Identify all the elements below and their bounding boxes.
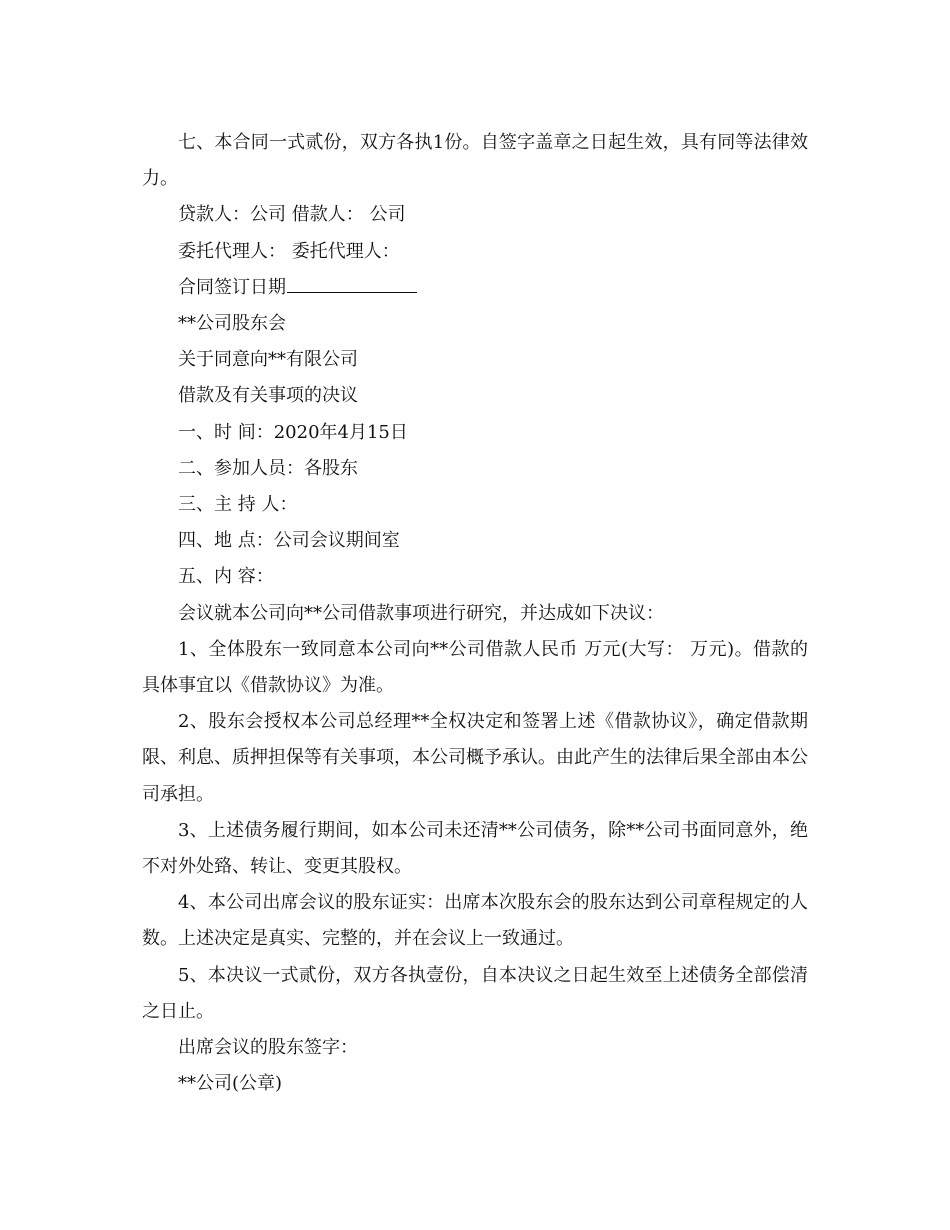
- meeting-host: 三、主 持 人：: [178, 494, 298, 516]
- resolution-issuer: **公司股东会: [178, 313, 286, 335]
- resolution-item-1: 1、全体股东一致同意本公司向**公司借款人民币 万元(大写： 万元)。借款的具体事宜以《借款协议》为准。: [142, 638, 808, 697]
- meeting-location: 四、地 点：公司会议期间室: [178, 530, 400, 552]
- signing-date-label: 合同签订日期: [178, 276, 286, 298]
- agent-line: 委托代理人： 委托代理人：: [178, 240, 400, 262]
- document-body: [142, 125, 808, 1102]
- meeting-attendees: 二、参加人员：各股东: [178, 457, 358, 479]
- signing-date-blank: [287, 272, 417, 293]
- signing-date-line: [142, 270, 808, 306]
- contract-effect-clause: 七、本合同一式贰份，双方各执1份。自签字盖章之日起生效，具有同等法律效力。: [142, 132, 808, 190]
- company-seal-line: **公司(公章): [178, 1073, 283, 1095]
- meeting-content-heading: 五、内 容：: [178, 566, 274, 588]
- resolution-item-3: 3、上述债务履行期间，如本公司未还清**公司债务，除**公司书面同意外，绝不对外处臵、转让、变更其股权。: [142, 819, 808, 878]
- resolution-item-4: 4、本公司出席会议的股东证实：出席本次股东会的股东达到公司章程规定的人数。上述决定是真实、完整的，并在会议上一致通过。: [142, 892, 808, 950]
- resolution-title-line-2: 借款及有关事项的决议: [178, 385, 358, 407]
- lender-borrower-line: 贷款人：公司 借款人： 公司: [178, 204, 406, 226]
- resolution-item-5: 5、本决议一式贰份，双方各执壹份，自本决议之日起生效至上述债务全部偿清之日止。: [142, 964, 808, 1022]
- meeting-time: 一、时 间：2020年4月15日: [178, 421, 408, 443]
- resolution-item-2: 2、股东会授权本公司总经理**全权决定和签署上述《借款协议》，确定借款期限、利息、质押担保等有关事项，本公司概予承认。由此产生的法律后果全部由本公司承担。: [142, 711, 808, 805]
- resolution-intro: 会议就本公司向**公司借款事项进行研究，并达成如下决议：: [178, 602, 664, 624]
- shareholder-signature-line: 出席会议的股东签字：: [178, 1037, 358, 1059]
- resolution-title-line-1: 关于同意向**有限公司: [178, 349, 358, 371]
